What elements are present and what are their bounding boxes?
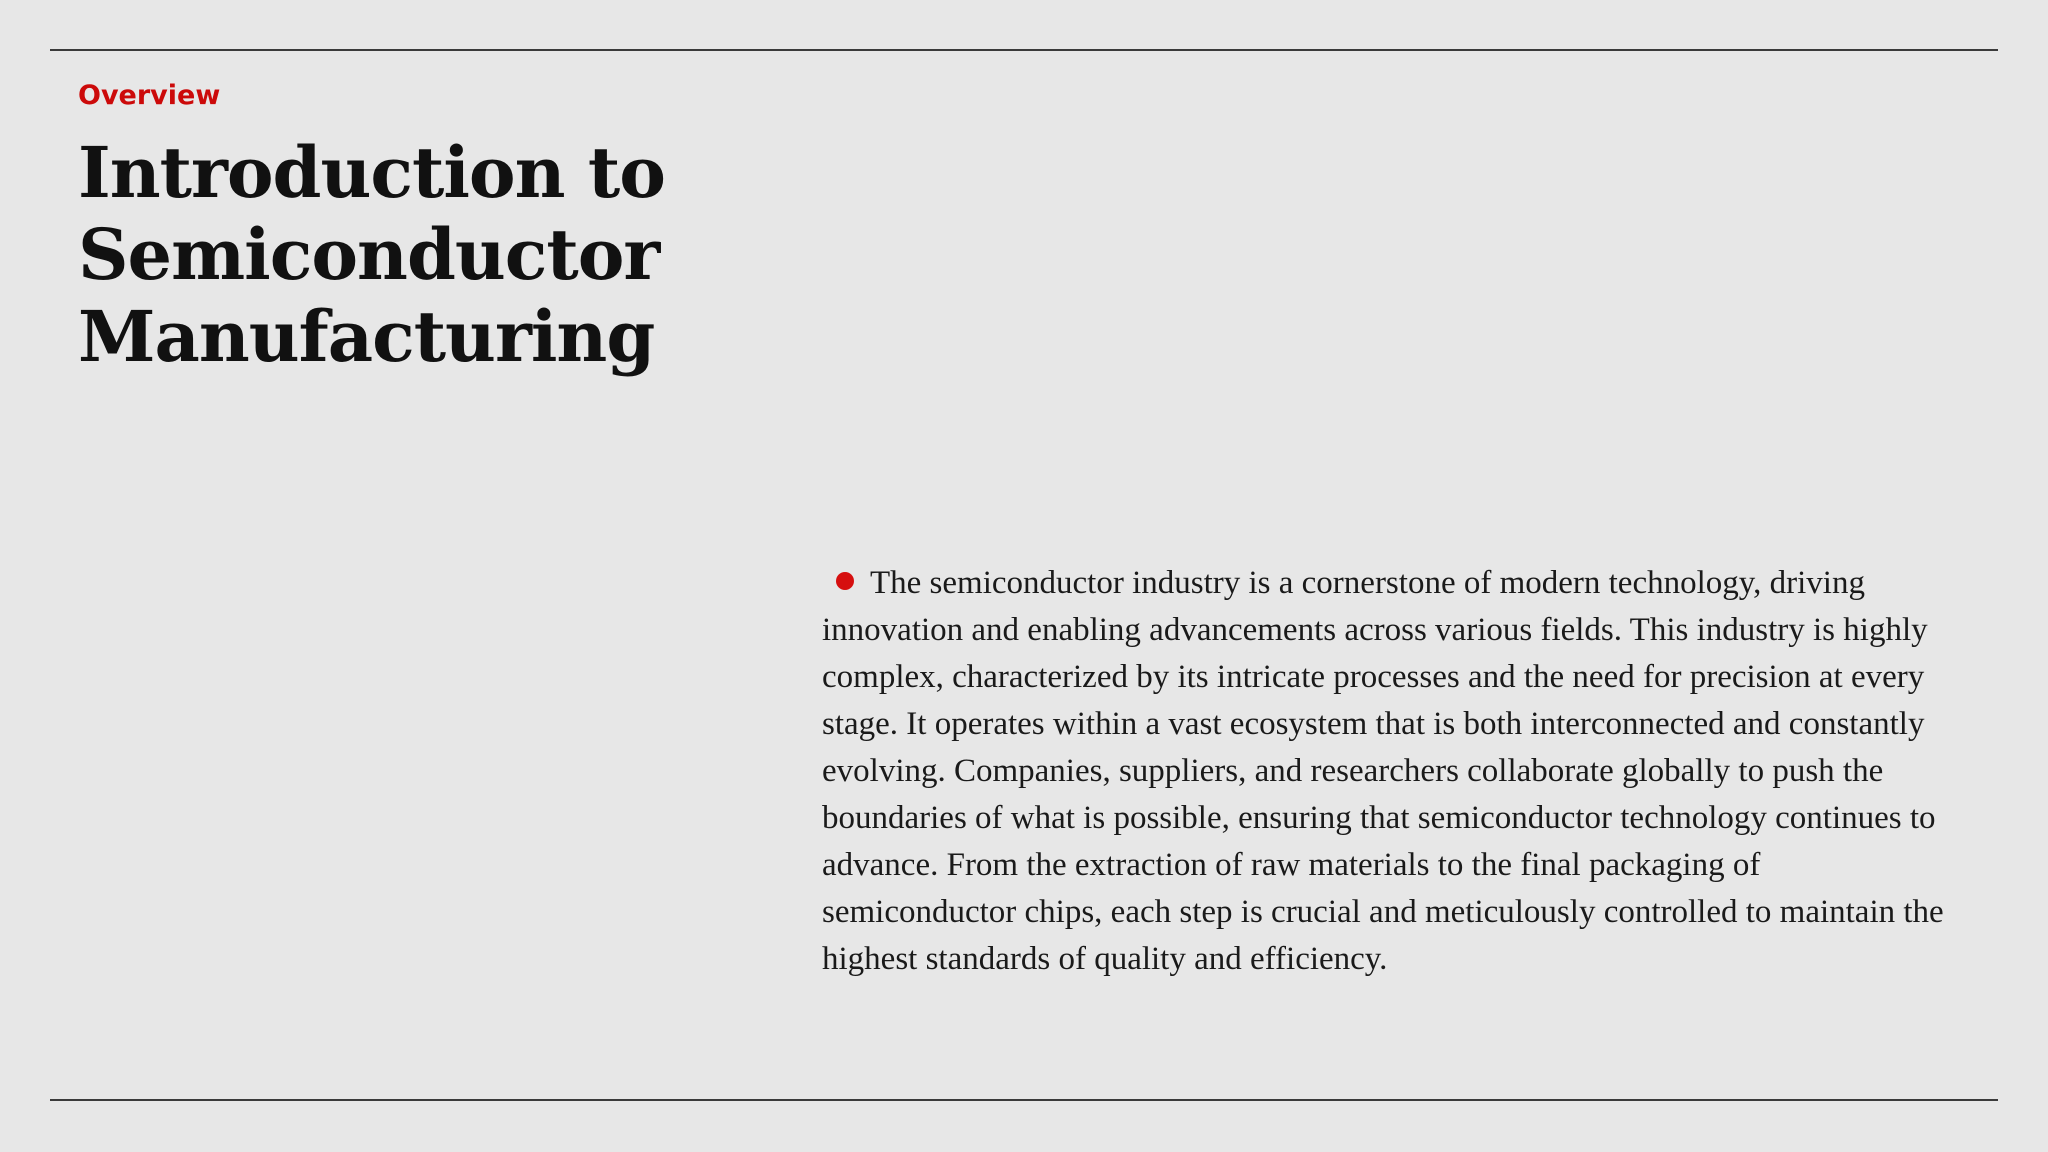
bullet-text: The semiconductor industry is a cornerstone of modern technology, driving innovation and enabling advancements across various fields. This industry is highly complex, characterized by its intricate processes and the need for precision at every stage. It operates within a vast ecosystem that is both interconnected and constantly evolving. Companies, suppliers, and researchers collaborate globally to push the boundaries of what is possible, ensuring that semiconductor technology continues to advance. From the extraction of raw materials to the final packaging of semiconductor chips, each step is crucial and meticulously controlled to maintain the highest standards of quality and efficiency.: [822, 565, 1944, 977]
bullet-list: [822, 560, 1952, 983]
section-kicker: Overview: [78, 80, 221, 111]
title-line: Semiconductor: [78, 213, 660, 296]
slide-title: [78, 132, 758, 378]
title-line: Manufacturing: [78, 295, 655, 378]
top-divider: [50, 49, 1998, 51]
bottom-divider: [50, 1099, 1998, 1101]
bullet-dot-icon: [836, 572, 854, 590]
bullet-item: [822, 560, 1952, 983]
title-line: Introduction to: [78, 131, 665, 214]
